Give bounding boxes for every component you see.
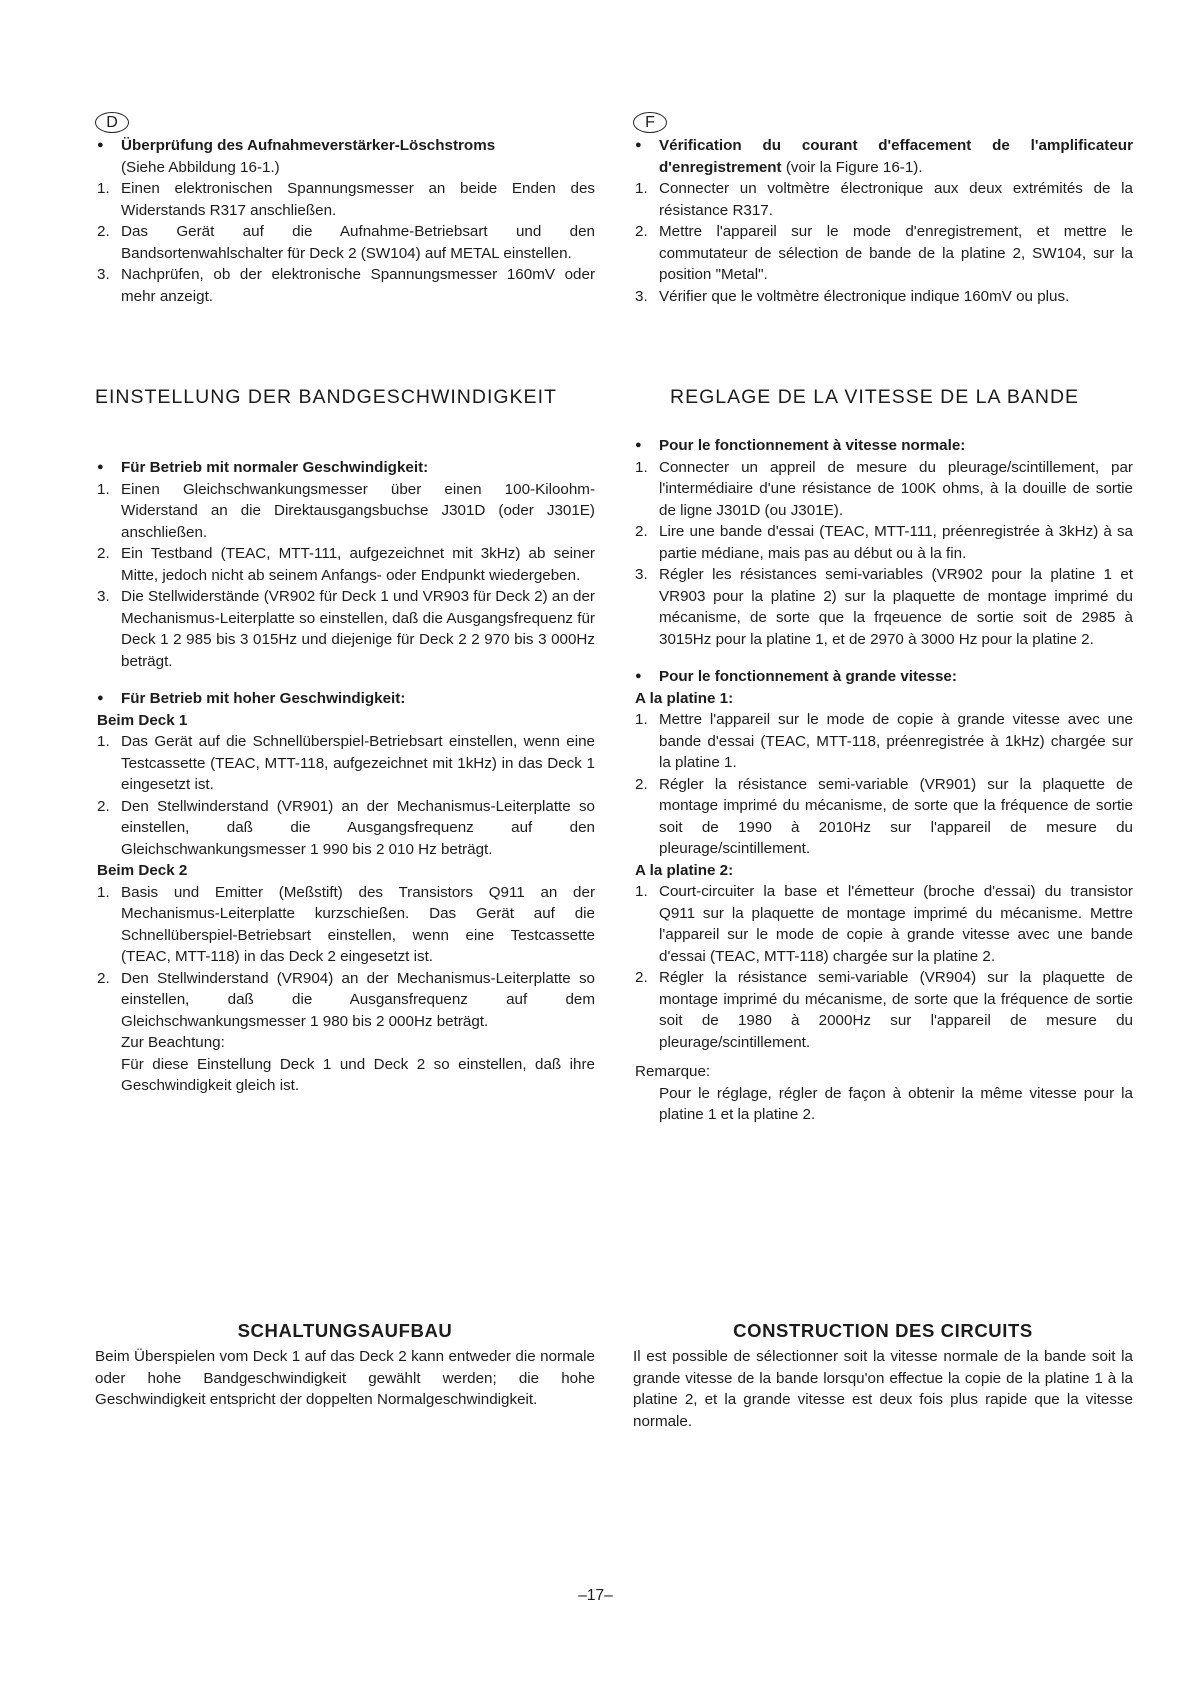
fr-speed-section [633,435,1133,1126]
de-erase-section [95,112,595,307]
de-circuit-text: Beim Überspielen vom Deck 1 auf das Deck 2 kann entweder die normale oder hohe Bandgeschwindigkeit gewählt werden; die hohe Geschwindigkeit entspricht der doppelten Normalgeschwindigkeit. [95,1348,595,1408]
de-erase-step: 2. Das Gerät auf die Aufnahme-Betriebsart und den Bandsortenwahlschalter für Deck 2 (SW104) auf METAL einstellen. [97,223,595,262]
de-erase-step: 3. Nachprüfen, ob der elektronische Spannungsmesser 160mV oder mehr anzeigt. [97,266,595,305]
fr-speed-heading: REGLAGE DE LA VITESSE DE LA BANDE [670,386,1080,408]
de-normal-step: 1. Einen Gleichschwankungsmesser über einen 100-Kiloohm-Widerstand an die Direktausgangsbuchse J301D (oder J301E) anschließen. [97,480,595,541]
de-normal-title: ● Für Betrieb mit normaler Geschwindigkeit: [95,457,595,479]
fr-erase-section [633,112,1133,307]
de-erase-title: ● Überprüfung des Aufnahmeverstärker-Löschstroms [95,135,595,157]
fr-deck1-step: 2. Régler la résistance semi-variable (VR901) sur la plaquette de montage imprimé du mécanisme, de sorte que la fréquence de sortie soit de 1990 à 2010Hz sur l'appareil de mesure du pleurage/scintillement. [635,775,1133,857]
de-deck1-step: 1. Das Gerät auf die Schnellüberspiel-Betriebsart einstellen, wenn eine Testcassette (TEAC, MTT-118, aufgezeichnet mit 1kHz) in das Deck 1 eingesetzt ist. [97,733,595,793]
de-high-title: ● Für Betrieb mit hoher Geschwindigkeit: [95,688,595,710]
fr-erase-step: 2. Mettre l'appareil sur le mode d'enregistrement, et mettre le commutateur de sélection de bande de la platine 2, SW104, sur la position "Metal". [635,223,1133,283]
fr-deck1-step: 1. Mettre l'appareil sur le mode de copie à grande vitesse avec une bande d'essai (TEAC, MTT-118, préenregistrée à 1kHz) chargée sur la platine 1. [635,711,1133,771]
fr-erase-title: ● Vérification du courant d'effacement de l'amplificateur d'enregistrement (voir la Figure 16-1). [633,135,1133,178]
de-deck1-label: Beim Deck 1 [97,711,188,729]
de-erase-subtitle: (Siehe Abbildung 16-1.) [121,158,280,176]
fr-erase-step: 3. Vérifier que le voltmètre électronique indique 160mV ou plus. [635,287,1070,305]
fr-high-title: ● Pour le fonctionnement à grande vitesse: [633,666,1133,688]
fr-erase-step: 1. Connecter un voltmètre électronique aux deux extrémités de la résistance R317. [635,180,1133,219]
fr-note-text: Pour le réglage, régler de façon à obtenir la même vitesse pour la platine 1 et la platine 2. [659,1084,1133,1123]
de-deck2-step: 2. Den Stellwinderstand (VR904) an der Mechanismus-Leiterplatte so einstellen, daß die Ausgansfrequenz auf dem Gleichschwankungsmesser 1 980 bis 2 000Hz beträgt. [97,969,595,1030]
fr-deck2-step: 2. Régler la résistance semi-variable (VR904) sur la plaquette de montage imprimé du mécanisme, de sorte que la fréquence de sortie soit de 1980 à 2000Hz sur l'appareil de mesure du pleurage/scintillement. [635,969,1133,1051]
de-note-text: Für diese Einstellung Deck 1 und Deck 2 so einstellen, daß ihre Geschwindigkeit gleich ist. [121,1055,595,1094]
page-number: –17– [578,1587,613,1604]
fr-deck2-step: 1. Court-circuiter la base et l'émetteur (broche d'essai) du transistor Q911 sur la plaquette de montage imprimé du mécanisme. Mettre l'appareil sur le mode de copie à grande vitesse avec une bande d'essai (TEAC, MTT-118) chargée sur la platine 2. [635,883,1133,965]
de-deck1-step: 2. Den Stellwinderstand (VR901) an der Mechanismus-Leiterplatte so einstellen, daß die Ausgangsfrequenz auf den Gleichschwankungsmesser 1 990 bis 2 010 Hz beträgt. [97,797,595,858]
de-speed-heading: EINSTELLUNG DER BANDGESCHWINDIGKEIT [95,386,557,408]
fr-note-label: Remarque: [635,1063,711,1080]
de-normal-step: 3. Die Stellwiderstände (VR902 für Deck 1 und VR903 für Deck 2) an der Mechanismus-Leiterplatte so einstellen, daß die Ausgangsfrequenz für Deck 1 2 985 bis 3 015Hz und diejenige für Deck 2 2 970 bis 3 000Hz beträgt. [97,588,595,670]
language-badge-fr: F [633,112,667,133]
fr-deck2-label: A la platine 2: [635,861,734,879]
fr-circuit-heading: CONSTRUCTION DES CIRCUITS [733,1320,1033,1341]
de-note-label: Zur Beachtung: [121,1034,225,1051]
de-speed-section [95,457,595,1097]
language-badge-de: D [95,112,129,133]
fr-normal-title: ● Pour le fonctionnement à vitesse normale: [633,435,1133,457]
fr-normal-step: 1. Connecter un appreil de mesure du pleurage/scintillement, par l'intermédiaire d'une résistance de 100K ohms, à la douille de sortie de ligne J301D (ou J301E). [635,458,1133,519]
de-erase-step: 1. Einen elektronischen Spannungsmesser an beide Enden des Widerstands R317 anschließen. [97,180,595,219]
fr-circuit-text: Il est possible de sélectionner soit la vitesse normale de la bande soit la grande vitesse de la bande lorsqu'on effectue la copie de la platine 1 à la platine 2, et la grande vitesse est deux fois plus rapide que la vitesse normale. [633,1348,1133,1430]
fr-normal-step: 2. Lire une bande d'essai (TEAC, MTT-111, préenregistrée à 3kHz) à sa partie médiane, mais pas au début ou à la fin. [635,523,1133,562]
fr-normal-step: 3. Régler les résistances semi-variables (VR902 pour la platine 1 et VR903 pour la platine 2) sur la plaquette de montage imprimé du mécanisme, de sorte que la frqeuence de sortie soit de 2985 à 3015Hz pour la platine 1, et de 2970 à 3000 Hz pour la platine 2. [635,566,1133,648]
fr-deck1-label: A la platine 1: [635,689,734,707]
de-deck2-step: 1. Basis und Emitter (Meßstift) des Transistors Q911 an der Mechanismus-Leiterplatte kurzschießen. Das Gerät auf die Schnellüberspiel-Betriebsart einstellen, wenn eine Testcassette (TEAC, MTT-118) in das Deck 2 eingesetzt ist. [97,883,595,965]
de-circuit-heading: SCHALTUNGSAUFBAU [237,1320,453,1341]
de-normal-step: 2. Ein Testband (TEAC, MTT-111, aufgezeichnet mit 3kHz) ab seiner Mitte, jedoch nicht ab seinem Anfangs- oder Endpunkt wiedergeben. [97,545,595,584]
de-deck2-label: Beim Deck 2 [97,862,188,879]
